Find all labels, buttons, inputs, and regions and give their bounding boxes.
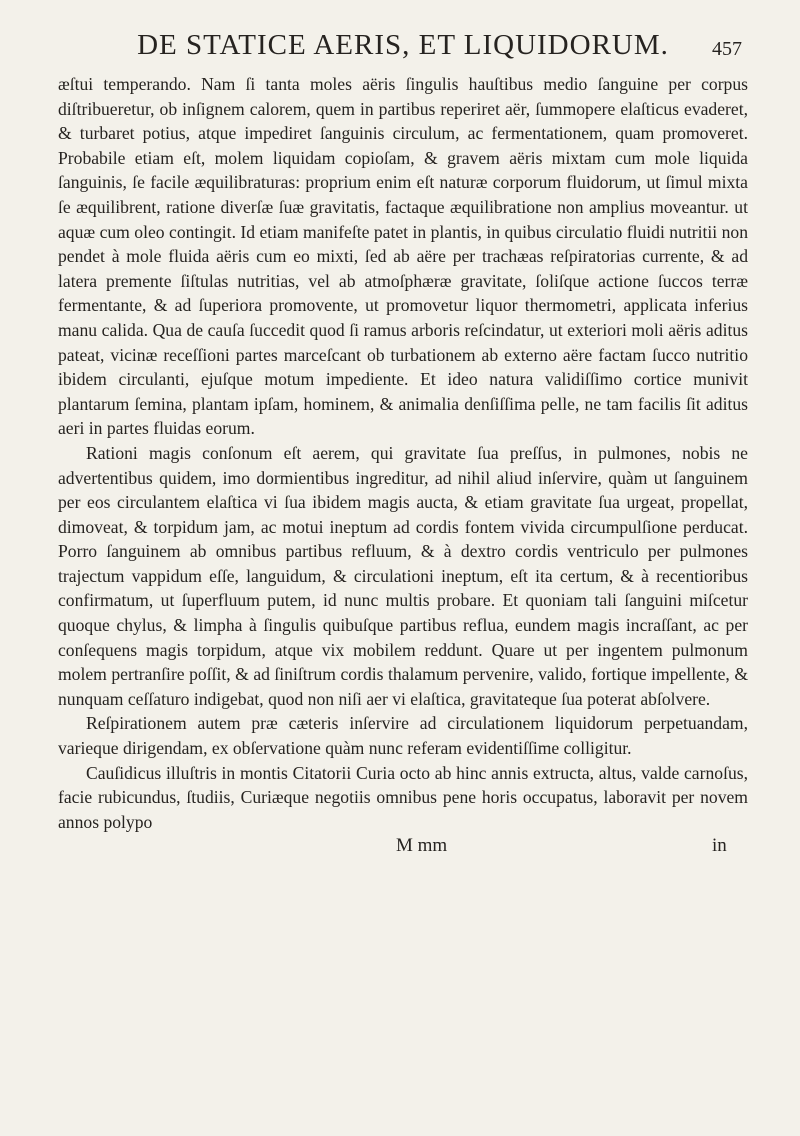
running-header [58,22,748,68]
running-title: DE STATICE AERIS, ET LIQUIDORUM. [137,29,669,61]
paragraph: Reſpirationem autem præ cæteris inſervire ad circulationem liquidorum perpetuandam, varieque dirigendam, ex obſervatione quàm nunc referam evidentiſſime colligitur. [58,713,748,759]
paragraph-continued: æſtui temperando. Nam ſi tanta moles aëris ſingulis hauſtibus medio ſanguine per corpus diſtribueretur, ob inſignem calorem, quem in partibus reperiret aër, ſummopere elaſticus evaderet, & turbaret potius, atque impediret ſanguinis circulum, ac fermentationem, quam promoveret. Probabile etiam eſt, molem liquidam copioſam, & gravem aëris mixtam cum mole liquida ſanguinis, ſe facile æquilibraturas: proprium enim eſt naturæ corporum fluidorum, ut ſimul mixta ſe æquilibrent, ratione diverſæ ſuæ gravitatis, factaque æquilibratione non amplius moveantur. ut aquæ cum oleo contingit. Id etiam manifeſte patet in plantis, in quibus circulatio fluidi nutritii non pendet à mole fluida aëris cum eo mixti, ſed ab aëre per trachæas reſpiratorias currente, & ad latera premente ſiſtulas nutritias, vel ab atmoſphæræ gravitate, ſoliſque actione ſuccos terræ fermentante, & ad ſuperiora promovente, ut promovetur liquor thermometri, applicata inferius manu calida. Qua de cauſa ſuccedit quod ſi ramus arboris reſcindatur, ut exteriori moli aëris aditus pateat, vicinæ receſſioni partes marceſcant ob turbationem ab externo aëre factam ſucco nutritio ibidem circulanti, ejuſque motum impediente. Et ideo natura validiſſimo cortice munivit plantarum ſemina, plantam ipſam, hominem, & animalia denſiſſima pelle, ne tam facilis ſit aditus aeri in partes fluidas eorum. [58,74,748,439]
paragraph: Rationi magis conſonum eſt aerem, qui gravitate ſua preſſus, in pulmones, nobis ne advertentibus quidem, imo dormientibus ingreditur, ad nihil aliud inſervire, quàm ut ſanguinem per eos circulantem elaſtica vi ſua ibidem magis aucta, & etiam gravitate ſua urgeat, propellat, dimoveat, & torpidum jam, ac motui ineptum ad cordis fontem vivida circumpulſione perducat. Porro ſanguinem ab omnibus partibus refluum, & à dextro cordis ventriculo per pulmones trajectum vappidum eſſe, languidum, & circulationi ineptum, eſt ita certum, & à recentioribus confirmatum, ut ſuperfluum putem, id nunc multis probare. Et quoniam tali ſanguini miſcetur quoque chylus, & limpha à ſingulis quibuſque partibus reflua, eundem magis incraſſant, ac per conſequens magis torpidum, atque vix mobilem reddunt. Quare ut per ingentem pulmonum molem pertranſire poſſit, & ad ſiniſtrum cordis thalamum pervenire, valido, fortique impellente, & nunquam ceſſaturo indigebat, quod non niſi aer vi elaſtica, gravitateque ſua poterat abſolvere. [58,442,748,709]
signature-mark: M mm [396,835,448,857]
catchword: in [712,835,727,857]
page-body [58,72,748,834]
paragraph: Cauſidicus illuſtris in montis Citatorii Curia octo ab hinc annis extructa, altus, valde carnoſus, facie rubicundus, ſtudiis, Curiæque negotiis omnibus pene horis occupatus, laboravit per novem annos polypo [58,762,748,832]
page-number: 457 [712,38,742,60]
